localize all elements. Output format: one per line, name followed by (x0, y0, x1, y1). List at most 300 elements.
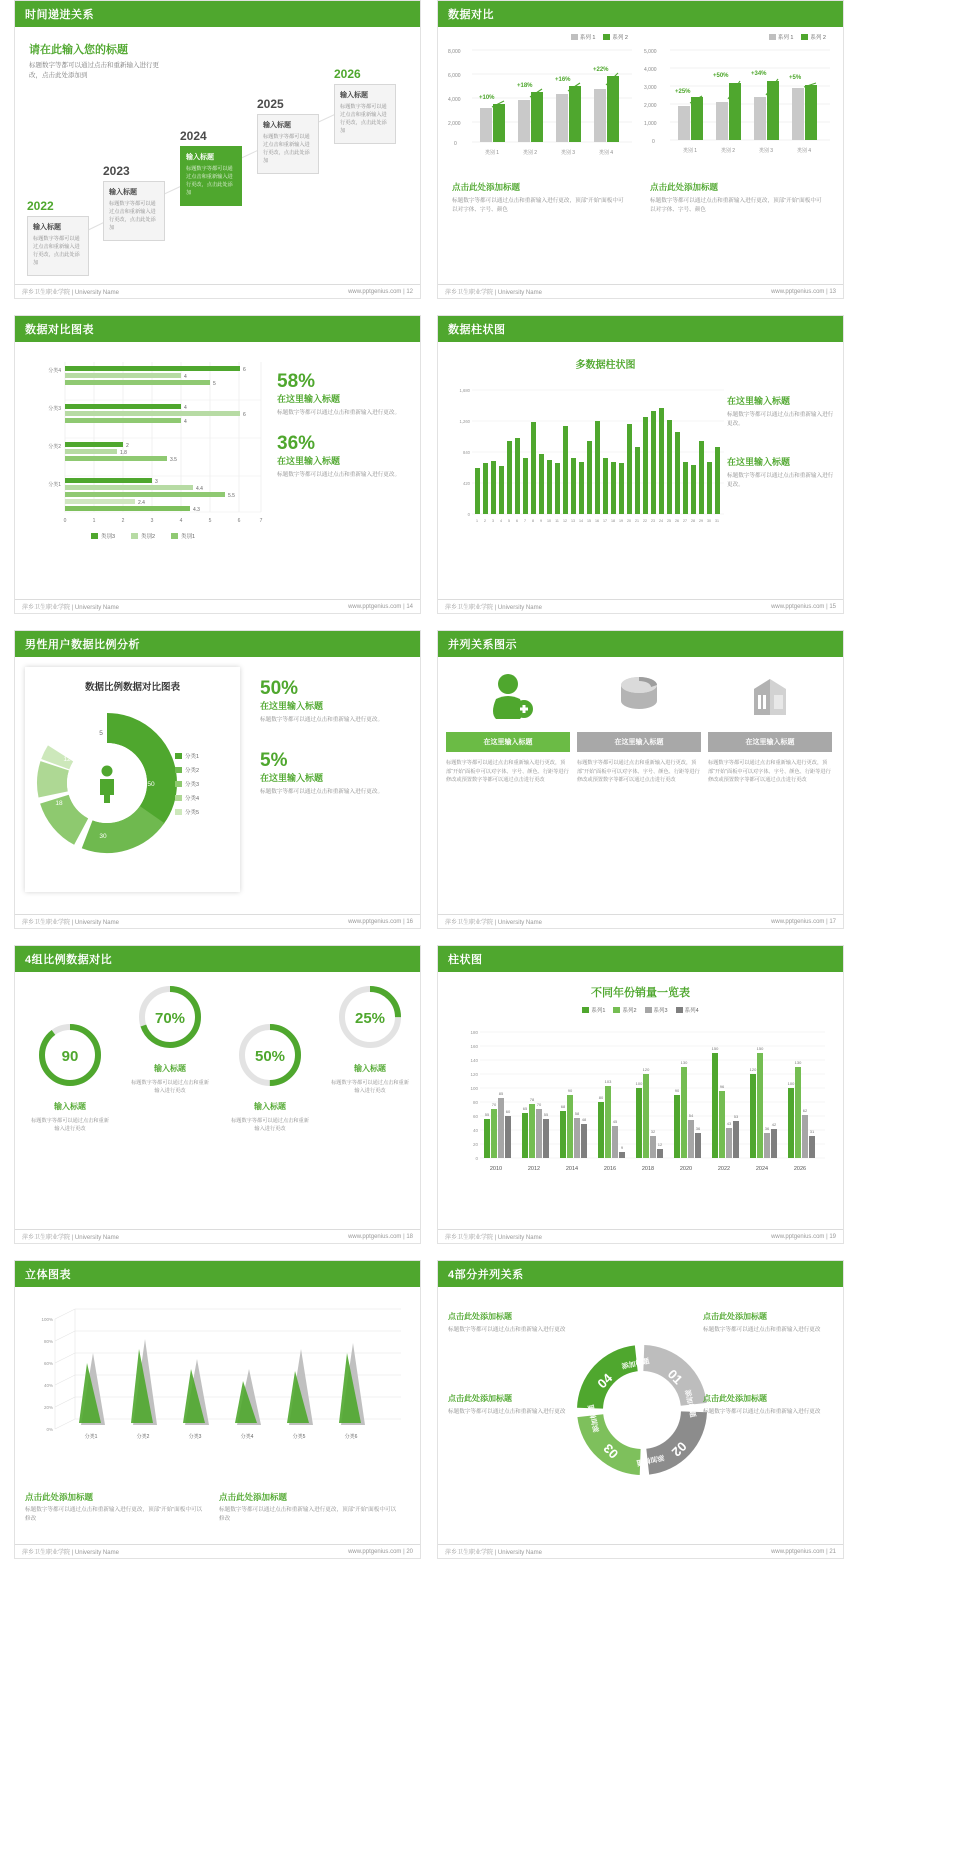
column-text: 标题数字等都可以通过点击和重新输入进行更改，顶部“开始”面板中可以对字体、字号、颜色、行距等进行修改或预置数字等都可以通过点击进行更改 (446, 760, 569, 784)
slide-body (15, 657, 420, 914)
stat-percent: 58% (277, 371, 316, 392)
svg-text:3,000: 3,000 (644, 85, 657, 91)
svg-text:4: 4 (500, 519, 502, 523)
slide-footer (15, 1229, 420, 1243)
svg-text:类别 3: 类别 3 (560, 150, 576, 156)
ring-label-01: 添加标题 (683, 1389, 696, 1419)
svg-text:分类4: 分类4 (48, 368, 61, 374)
slide-body (15, 27, 420, 284)
caption-top-left (448, 1311, 578, 1335)
svg-text:5.5: 5.5 (228, 493, 235, 499)
legend-item-1: 系列1 (582, 1006, 605, 1014)
caption-text: 标题数字等都可以通过点击和重新输入进行更改 (703, 1327, 821, 1333)
svg-text:类别1: 类别1 (181, 534, 196, 540)
svg-text:22: 22 (643, 519, 647, 523)
step-box[interactable] (103, 181, 165, 241)
svg-text:0: 0 (475, 1156, 478, 1161)
column-2 (577, 669, 701, 785)
slide-14 (14, 315, 421, 614)
gauge-label: 输入标题 (54, 1102, 86, 1111)
svg-text:4,000: 4,000 (448, 97, 461, 103)
svg-text:120: 120 (749, 1067, 757, 1072)
svg-text:分类2: 分类2 (185, 768, 200, 774)
svg-text:分类3: 分类3 (48, 406, 61, 412)
step-year: 2024 (180, 129, 207, 143)
page-number: | 14 (403, 603, 413, 610)
svg-text:29: 29 (699, 519, 703, 523)
legend-item-2: 系列2 (613, 1006, 636, 1014)
footer-site: www.pptgenius.com (348, 1233, 402, 1240)
slide-body (438, 342, 843, 599)
footer-site: www.pptgenius.com (348, 603, 402, 610)
footer-site: www.pptgenius.com (771, 918, 825, 925)
gauge-text: 标题数字等都可以通过点击和重新输入进行更改 (331, 1080, 409, 1095)
caption-heading: 点击此处添加标题 (448, 1312, 512, 1321)
gauge-label: 输入标题 (254, 1102, 286, 1111)
donut-chart (25, 695, 240, 875)
caption-top-right (703, 1311, 833, 1335)
svg-text:43: 43 (726, 1121, 732, 1126)
svg-text:分类2: 分类2 (136, 1434, 150, 1440)
page-number: | 17 (826, 918, 836, 925)
svg-text:42: 42 (771, 1122, 777, 1127)
chart-legend (444, 33, 636, 41)
legend-item-2: 系列 2 (603, 33, 628, 41)
legend-item-1: 系列 1 (571, 33, 596, 41)
caption-text: 标题数字等都可以通过点击和重新输入进行更改，顶部“开始”面板中可以修改 (219, 1507, 397, 1523)
svg-text:53: 53 (733, 1114, 739, 1119)
svg-text:100: 100 (470, 1086, 478, 1091)
footer-left: 萍乡卫生职业学院 | University Name (445, 605, 542, 611)
svg-text:1,000: 1,000 (644, 121, 657, 127)
svg-text:68: 68 (560, 1104, 566, 1109)
svg-text:6,000: 6,000 (448, 73, 461, 79)
svg-text:6: 6 (237, 518, 241, 524)
slide-footer (438, 1544, 843, 1558)
slide-18 (14, 945, 421, 1244)
svg-text:6: 6 (243, 412, 246, 418)
step-text: 标题数字等都可以通过点击和重新输入进行更改，点击此处添加 (186, 166, 233, 197)
svg-text:分类1: 分类1 (84, 1434, 98, 1440)
step-year: 2026 (334, 67, 361, 81)
footer-right (348, 289, 413, 295)
svg-text:19: 19 (619, 519, 623, 523)
step-text: 标题数字等都可以通过点击和重新输入进行更改，点击此处添加 (340, 104, 387, 135)
user-add-icon (446, 669, 570, 721)
slide-title: 柱状图 (448, 954, 483, 966)
chart-title: 不同年份销量一览表 (591, 987, 690, 999)
svg-text:1: 1 (476, 519, 478, 523)
bar-chart-left (444, 41, 636, 166)
svg-text:+34%: +34% (751, 71, 767, 77)
four-part-ring (567, 1335, 717, 1495)
svg-text:2016: 2016 (603, 1166, 617, 1172)
slide-title-bar (438, 946, 843, 972)
step-box[interactable] (27, 216, 89, 276)
gauge-value: 50% (254, 1048, 286, 1065)
footer-site: www.pptgenius.com (771, 1233, 825, 1240)
slide-title: 时间递进关系 (25, 9, 94, 21)
caption-text: 标题数字等都可以通过点击和重新输入进行更改 (448, 1408, 566, 1415)
slide-title: 数据柱状图 (448, 324, 506, 336)
svg-text:2: 2 (484, 519, 486, 523)
caption-left (444, 181, 636, 215)
gauges-row (15, 972, 420, 1134)
slide-title: 男性用户数据比例分析 (25, 639, 140, 651)
step-box[interactable] (257, 114, 319, 174)
svg-text:60%: 60% (43, 1361, 53, 1366)
svg-text:120: 120 (470, 1072, 478, 1077)
svg-text:4.4: 4.4 (196, 486, 203, 492)
right-captions (703, 1311, 833, 1417)
svg-text:+18%: +18% (517, 83, 533, 89)
step-text: 标题数字等都可以通过点击和重新输入进行更改，点击此处添加 (263, 134, 310, 165)
svg-text:4: 4 (184, 419, 187, 425)
svg-text:类别 1: 类别 1 (484, 150, 500, 156)
slide-body (438, 972, 843, 1229)
bar-chart-month (444, 378, 729, 558)
slide-body (438, 27, 843, 284)
slide-20 (14, 1260, 421, 1559)
svg-text:2024: 2024 (755, 1166, 769, 1172)
caption-heading: 点击此处添加标题 (650, 182, 719, 192)
svg-text:0: 0 (454, 141, 457, 147)
page-number: | 13 (826, 288, 836, 295)
svg-text:5: 5 (213, 381, 216, 387)
ring-num-04: 04 (594, 1370, 616, 1392)
step-title: 输入标题 (263, 122, 291, 129)
note-heading: 在这里输入标题 (727, 396, 791, 406)
svg-text:40: 40 (472, 1128, 478, 1133)
footer-left: 萍乡卫生职业学院 | University Name (22, 1235, 119, 1241)
stat-percent: 36% (277, 432, 316, 454)
ring-label-03: 添加标题 (588, 1403, 601, 1433)
gauge-3 (221, 1020, 319, 1134)
svg-text:80: 80 (598, 1095, 604, 1100)
gauge-text: 标题数字等都可以通过点击和重新输入进行更改 (231, 1118, 309, 1133)
legend-item-4: 系列4 (676, 1006, 699, 1014)
svg-text:60: 60 (472, 1114, 478, 1119)
svg-text:85: 85 (498, 1091, 504, 1096)
svg-text:2.4: 2.4 (138, 500, 145, 506)
notes-column (727, 394, 835, 490)
charts-row (438, 27, 843, 171)
svg-text:类别 4: 类别 4 (796, 148, 812, 154)
gauge-ring-70 (121, 982, 219, 1052)
svg-text:32: 32 (650, 1129, 656, 1134)
footer-right (348, 919, 413, 925)
svg-text:20%: 20% (43, 1405, 53, 1410)
timeline-step-4[interactable] (257, 97, 319, 174)
chart-legend (642, 33, 834, 41)
step-title: 输入标题 (340, 92, 368, 99)
svg-text:7: 7 (524, 519, 526, 523)
note-heading: 在这里输入标题 (727, 456, 791, 467)
svg-text:130: 130 (680, 1060, 688, 1065)
page-number: | 12 (403, 288, 413, 295)
svg-text:80: 80 (472, 1100, 478, 1105)
heading: 请在此输入您的标题 (29, 44, 128, 56)
svg-text:3: 3 (150, 518, 154, 524)
gauge-ring-25 (321, 982, 419, 1052)
svg-text:分类3: 分类3 (185, 782, 200, 788)
slide-title: 数据对比 (448, 9, 494, 21)
page-number: | 21 (826, 1548, 836, 1555)
page-number: | 20 (403, 1548, 413, 1555)
svg-text:100%: 100% (41, 1317, 53, 1322)
step-year: 2023 (103, 164, 130, 178)
svg-text:140: 140 (470, 1058, 478, 1063)
svg-text:18: 18 (611, 519, 615, 523)
slide-title-bar (15, 1, 420, 27)
svg-text:4: 4 (184, 405, 187, 411)
svg-text:20: 20 (627, 519, 631, 523)
svg-text:20: 20 (472, 1142, 478, 1147)
svg-text:420: 420 (463, 481, 470, 486)
svg-text:分类5: 分类5 (185, 810, 200, 816)
svg-text:2018: 2018 (641, 1166, 655, 1172)
svg-text:5: 5 (208, 518, 212, 524)
caption-heading: 点击此处添加标题 (703, 1312, 767, 1321)
ring-label-02: 添加标题 (635, 1453, 665, 1466)
svg-text:+10%: +10% (479, 95, 495, 101)
step-text: 标题数字等都可以通过点击和重新输入进行更改，点击此处添加 (33, 236, 80, 267)
svg-text:90: 90 (567, 1088, 573, 1093)
svg-text:12: 12 (657, 1142, 663, 1147)
captions-row (438, 171, 843, 215)
timeline-step-1[interactable] (27, 199, 89, 276)
svg-text:12: 12 (63, 756, 71, 763)
database-icon (577, 669, 701, 721)
svg-text:2: 2 (121, 518, 125, 524)
svg-text:5: 5 (99, 730, 103, 737)
stat-block-2 (277, 434, 412, 480)
step-text: 标题数字等都可以通过点击和重新输入进行更改，点击此处添加 (109, 201, 156, 232)
svg-text:14: 14 (579, 519, 583, 523)
svg-text:58: 58 (574, 1111, 580, 1116)
svg-text:5: 5 (508, 519, 510, 523)
svg-text:45: 45 (612, 1119, 618, 1124)
slide-title-bar (438, 1261, 843, 1287)
gauge-text: 标题数字等都可以通过点击和重新输入进行更改 (131, 1080, 209, 1095)
svg-text:类别 3: 类别 3 (758, 148, 774, 154)
slide-footer (15, 284, 420, 298)
step-box[interactable] (334, 84, 396, 144)
left-captions (448, 1311, 578, 1417)
horizontal-bar-chart (21, 348, 266, 563)
card-title: 数据比例数据对比图表 (84, 682, 180, 693)
slide-body (15, 1287, 420, 1544)
gauge-4 (321, 982, 419, 1134)
svg-text:30: 30 (99, 833, 107, 840)
svg-text:2: 2 (126, 443, 129, 449)
svg-text:30: 30 (707, 519, 711, 523)
gauge-value: 90 (61, 1048, 79, 1065)
footer-right (348, 604, 413, 610)
svg-text:25: 25 (667, 519, 671, 523)
column-text: 标题数字等都可以通过点击和重新输入进行更改，顶部“开始”面板中可以对字体、字号、颜色、行距等进行修改或预置数字等都可以通过点击进行更改 (577, 760, 700, 784)
caption-2 (219, 1491, 399, 1524)
column-button[interactable]: 在这里输入标题 (708, 732, 832, 752)
stat-text: 标题数字等都可以通过点击和重新输入进行更改。 (260, 716, 384, 723)
column-button[interactable]: 在这里输入标题 (577, 732, 701, 752)
stats-column (277, 372, 412, 480)
timeline-step-2[interactable] (103, 164, 165, 241)
legend-item-1: 系列 1 (769, 33, 794, 41)
page-number: | 18 (403, 1233, 413, 1240)
svg-text:3: 3 (155, 479, 158, 485)
svg-text:0: 0 (467, 512, 470, 517)
chart-title: 多数据柱状图 (575, 360, 636, 371)
gauge-value: 70% (154, 1010, 186, 1027)
svg-text:7: 7 (259, 518, 263, 524)
gauge-label: 输入标题 (154, 1064, 186, 1073)
column-button[interactable]: 在这里输入标题 (446, 732, 570, 752)
svg-text:2026: 2026 (793, 1166, 807, 1172)
svg-text:类别 2: 类别 2 (720, 148, 736, 154)
slide-title: 4组比例数据对比 (25, 954, 113, 966)
note-text: 标题数字等都可以通过点击和重新输入进行更改。 (727, 472, 834, 488)
slide-title-bar (15, 946, 420, 972)
stat-percent: 50% (260, 678, 299, 699)
stat-block-1 (277, 372, 412, 418)
donut-card (25, 667, 240, 892)
footer-left: 萍乡卫生职业学院 | University Name (22, 920, 119, 926)
svg-text:9: 9 (540, 519, 542, 523)
svg-text:+50%: +50% (713, 73, 729, 79)
slide-footer (438, 599, 843, 613)
footer-site: www.pptgenius.com (348, 288, 402, 295)
footer-right (771, 1234, 836, 1240)
svg-text:31: 31 (809, 1129, 815, 1134)
donut-legend (175, 752, 199, 816)
cone-3d-chart (23, 1305, 413, 1470)
svg-text:类别 4: 类别 4 (598, 150, 614, 156)
slide-title-bar (438, 631, 843, 657)
svg-text:18: 18 (55, 800, 63, 807)
svg-text:3: 3 (492, 519, 494, 523)
slide-19 (437, 945, 844, 1244)
svg-text:180: 180 (470, 1030, 478, 1035)
svg-text:+22%: +22% (593, 67, 609, 73)
gauge-2 (121, 982, 219, 1134)
svg-text:13: 13 (571, 519, 575, 523)
svg-text:21: 21 (635, 519, 639, 523)
chart-left (444, 33, 636, 171)
svg-text:840: 840 (463, 450, 470, 455)
note-block-2 (727, 455, 835, 490)
svg-text:1,260: 1,260 (459, 419, 470, 424)
svg-text:36: 36 (695, 1126, 701, 1131)
svg-text:48: 48 (581, 1117, 587, 1122)
timeline-step-3[interactable] (180, 129, 242, 206)
timeline-step-5[interactable] (334, 67, 396, 144)
svg-text:2,000: 2,000 (644, 103, 657, 109)
footer-site: www.pptgenius.com (771, 288, 825, 295)
slide-title-bar (438, 316, 843, 342)
svg-text:27: 27 (683, 519, 687, 523)
svg-text:90: 90 (674, 1088, 680, 1093)
footer-right (348, 1549, 413, 1555)
svg-text:1: 1 (92, 518, 96, 524)
slide-15 (437, 315, 844, 614)
chart-legend (438, 1006, 843, 1014)
svg-text:分类3: 分类3 (188, 1434, 202, 1440)
footer-right (348, 1234, 413, 1240)
footer-left: 萍乡卫生职业学院 | University Name (445, 1235, 542, 1241)
footer-left: 萍乡卫生职业学院 | University Name (22, 605, 119, 611)
caption-text: 标题数字等都可以通过点击和重新输入进行更改，顶部“开始”面板中可以对字体、字号、颜色 (650, 198, 822, 213)
svg-text:类别 1: 类别 1 (682, 148, 698, 154)
footer-site: www.pptgenius.com (348, 1548, 402, 1555)
chart-right (642, 33, 834, 171)
svg-text:0: 0 (63, 518, 67, 524)
column-text: 标题数字等都可以通过点击和重新输入进行更改，顶部“开始”面板中可以对字体、字号、颜色、行距等进行修改或预置数字等都可以通过点击进行更改 (708, 760, 831, 784)
caption-1 (25, 1491, 205, 1524)
slide-16 (14, 630, 421, 929)
footer-left: 萍乡卫生职业学院 | University Name (22, 290, 119, 296)
svg-text:100: 100 (635, 1081, 643, 1086)
svg-text:0%: 0% (46, 1427, 53, 1432)
svg-text:4: 4 (184, 374, 187, 380)
note-text: 标题数字等都可以通过点击和重新输入进行更改。 (727, 412, 834, 427)
svg-text:6: 6 (516, 519, 518, 523)
svg-text:4: 4 (179, 518, 183, 524)
slide-footer (15, 1544, 420, 1558)
svg-text:4,000: 4,000 (644, 67, 657, 73)
svg-text:120: 120 (642, 1067, 650, 1072)
svg-text:62: 62 (802, 1108, 808, 1113)
svg-text:60: 60 (505, 1109, 511, 1114)
svg-text:70: 70 (536, 1102, 542, 1107)
svg-text:65: 65 (522, 1106, 528, 1111)
svg-text:4.3: 4.3 (193, 507, 200, 513)
stat-text: 标题数字等都可以通过点击和重新输入进行更改。 (260, 788, 384, 795)
svg-text:16: 16 (595, 519, 599, 523)
svg-text:2010: 2010 (489, 1166, 503, 1172)
footer-left: 萍乡卫生职业学院 | University Name (445, 920, 542, 926)
svg-text:8: 8 (532, 519, 534, 523)
svg-text:100: 100 (787, 1081, 795, 1086)
stat-label: 在这里输入标题 (260, 700, 324, 711)
svg-text:1,680: 1,680 (459, 388, 470, 393)
svg-text:2022: 2022 (717, 1166, 731, 1172)
svg-text:23: 23 (651, 519, 655, 523)
svg-text:分类1: 分类1 (185, 754, 200, 760)
caption-text: 标题数字等都可以通过点击和重新输入进行更改 (703, 1408, 821, 1415)
caption-heading: 点击此处添加标题 (219, 1492, 288, 1503)
svg-text:+16%: +16% (555, 77, 571, 83)
svg-text:9: 9 (620, 1145, 624, 1150)
stat-percent: 5% (260, 749, 288, 771)
footer-right (771, 604, 836, 610)
svg-text:分类6: 分类6 (344, 1434, 358, 1440)
slide-title-bar (438, 1, 843, 27)
svg-text:31: 31 (715, 519, 719, 523)
svg-text:40%: 40% (43, 1383, 53, 1388)
footer-left: 萍乡卫生职业学院 | University Name (445, 1550, 542, 1556)
step-box-active[interactable] (180, 146, 242, 206)
svg-text:55: 55 (484, 1112, 490, 1117)
svg-text:12: 12 (563, 519, 567, 523)
svg-text:类别2: 类别2 (141, 534, 156, 540)
legend-item-3: 系列3 (645, 1006, 668, 1014)
stat-label: 在这里输入标题 (277, 393, 341, 404)
step-year: 2022 (27, 199, 54, 213)
footer-left: 萍乡卫生职业学院 | University Name (22, 1550, 119, 1556)
slide-12 (14, 0, 421, 299)
slide-title: 4部分并列关系 (448, 1269, 524, 1281)
